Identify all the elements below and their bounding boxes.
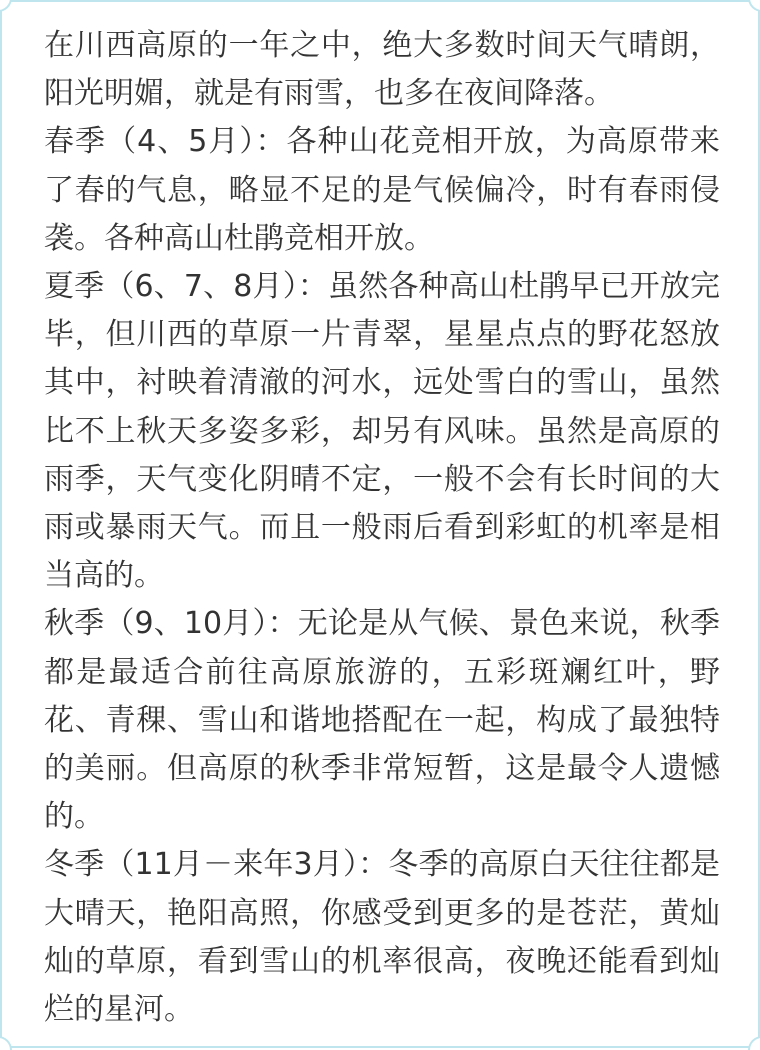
paragraph-intro: 在川西高原的一年之中，绝大多数时间天气晴朗，阳光明媚，就是有雨雪，也多在夜间降落。 <box>44 28 720 112</box>
frame-corner-top-left <box>0 0 12 12</box>
paragraph-spring: 春季（4、5月）：各种山花竞相开放，为高原带来了春的气息，略显不足的是气候偏冷，时有春雨侵袭。各种高山杜鹃竞相开放。 <box>44 124 720 256</box>
paragraph-autumn: 秋季（9、10月）：无论是从气候、景色来说，秋季都是最适合前往高原旅游的，五彩斑斓红叶，野花、青稞、雪山和谐地搭配在一起，构成了最独特的美丽。但高原的秋季非常短暂，这是最令人遗憾的。 <box>44 606 720 835</box>
paragraph-summer: 夏季（6、7、8月）：虽然各种高山杜鹃早已开放完毕，但川西的草原一片青翠，星星点点的野花怒放其中，衬映着清澈的河水，远处雪白的雪山，虽然比不上秋天多姿多彩，却另有风味。虽然是高原的雨季，天气变化阴晴不定，一般不会有长时间的大雨或暴雨天气。而且一般雨后看到彩虹的机率是相当高的。 <box>44 269 720 594</box>
article-body <box>44 22 720 1034</box>
paragraph-winter: 冬季（11月－来年3月）：冬季的高原白天往往都是大晴天，艳阳高照，你感受到更多的是苍茫，黄灿灿的草原，看到雪山的机率很高，夜晚还能看到灿烂的星河。 <box>44 847 720 1028</box>
frame-corner-top-right <box>748 0 760 12</box>
